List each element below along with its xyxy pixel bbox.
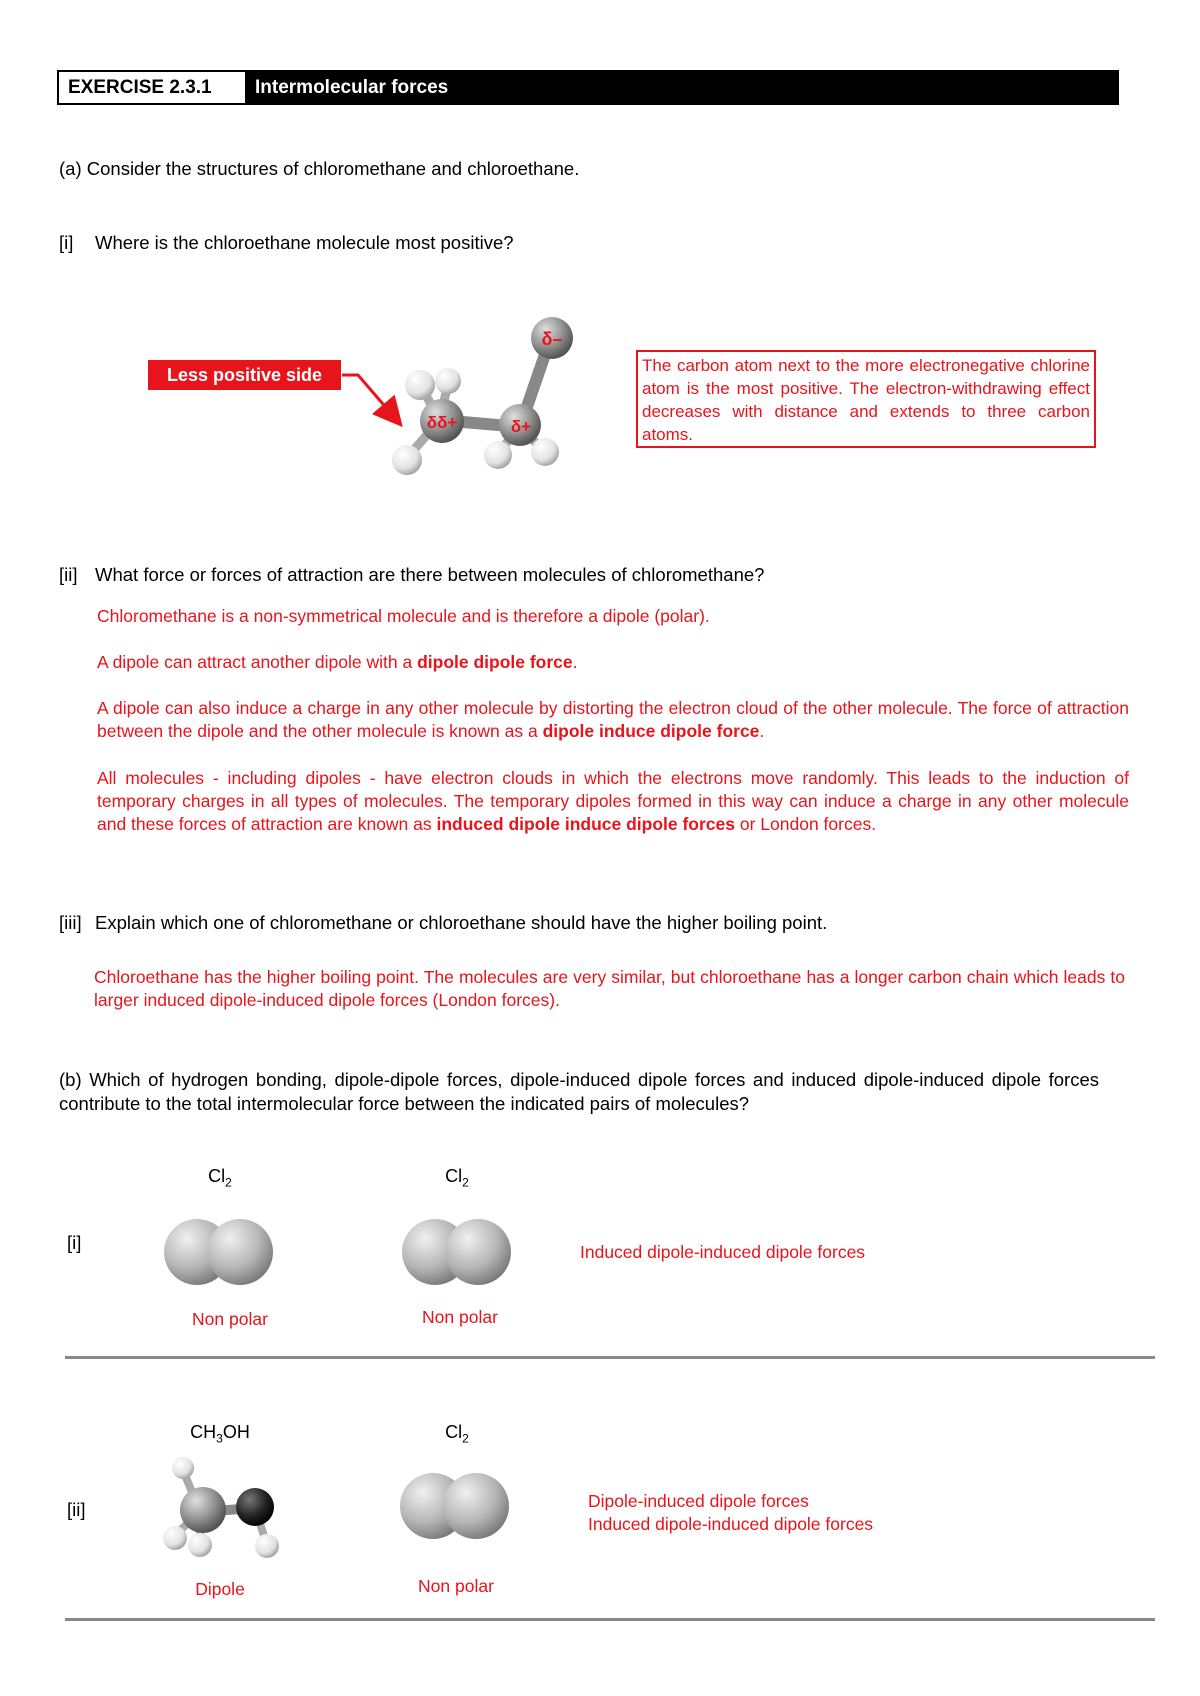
pair-i-mol2-symbol: Cl [445,1166,463,1186]
pair-ii-mol2-polarity: Non polar [418,1576,494,1596]
exercise-title: Intermolecular forces [255,77,449,98]
pair-ii-chlorine-molecule [396,1466,516,1546]
exercise-number: EXERCISE 2.3.1 [59,72,247,103]
delta-delta-plus-label: δδ+ [426,413,458,432]
pair-ii-mol1-symbol: CH [190,1422,217,1442]
pair-i-mol2-subscript: 2 [462,1175,469,1190]
question-a-iii: Explain which one of chloromethane or chloroethane should have the higher boiling point. [95,912,828,933]
pair-ii-mol2-symbol: Cl [445,1422,463,1442]
part-b-intro: (b) Which of hydrogen bonding, dipole-dipole forces, dipole-induced dipole forces and induced dipole-induced dipole forces contribute to the total intermolecular force between the indicated pairs of molecules? [59,1069,1099,1114]
exercise-header [57,70,1119,105]
delta-plus-label: δ+ [510,417,532,436]
pair-i-molecule-2-name [397,1166,517,1190]
pair-i-chlorine-molecule-1 [160,1212,280,1292]
answer-a-ii-paragraph-4 [97,767,1129,836]
methanol-molecule-diagram [155,1450,285,1560]
pair-ii-mol1-subscript: 3 [216,1431,223,1446]
answer-a-ii-p3-text: A dipole can also induce a charge in any other molecule by distorting the electron cloud of the other molecule. The force of attraction between the dipole and the other molecule is known as a [97,698,1129,741]
pair-i-answer: Induced dipole-induced dipole forces [580,1242,866,1262]
pair-i-mol1-polarity: Non polar [192,1309,268,1329]
pair-i-mol1-symbol: Cl [208,1166,226,1186]
answer-a-ii-paragraph-3 [97,697,1129,743]
pair-i-molecule-1-name [160,1166,280,1190]
pair-ii-mol2-subscript: 2 [462,1431,469,1446]
pair-ii-answer-line-2: Induced dipole-induced dipole forces [588,1514,874,1534]
pair-ii-mol1-suffix: OH [222,1422,250,1442]
answer-a-ii-p2-text: A dipole can attract another dipole with a [97,652,418,672]
answer-a-ii-p2-bold: dipole dipole force [417,652,573,672]
pair-ii-number: [ii] [67,1499,86,1520]
answer-a-ii-p4-text: All molecules - including dipoles - have electron clouds in which the electrons move randomly. This leads to the induction of temporary charges in all types of molecules. The temporary dipoles formed in this way can induce a charge in any other molecule and these forces of attraction are known as [97,768,1129,834]
question-a-ii: What force or forces of attraction are there between molecules of chloromethane? [95,564,765,585]
delta-minus-label: δ– [541,329,563,349]
answer-a-ii-p4-end: or London forces. [735,814,877,834]
pair-ii-molecule-1-name [160,1422,280,1446]
section-divider [65,1356,1155,1359]
pair-ii-mol1-polarity: Dipole [195,1579,245,1599]
answer-a-ii-paragraph-1: Chloromethane is a non-symmetrical molecule and is therefore a dipole (polar). [97,606,710,626]
bottom-divider [65,1618,1155,1621]
pair-i-chlorine-molecule-2 [398,1212,518,1292]
question-a-ii-number: [ii] [59,564,78,585]
question-a-iii-number: [iii] [59,912,82,933]
answer-a-ii-paragraph-2 [97,651,1129,674]
question-a-i-number: [i] [59,232,74,253]
pair-ii-answer-line-1: Dipole-induced dipole forces [588,1491,809,1511]
answer-a-ii-p2-end: . [572,652,578,672]
positive-carbon-explanation: The carbon atom next to the more electronegative chlorine atom is the most positive. The electron-withdrawing effect decreases with distance and extends to three carbon atoms. [636,350,1096,448]
chloroethane-molecule-diagram [330,315,600,485]
question-a-i: Where is the chloroethane molecule most positive? [95,232,514,253]
answer-a-iii: Chloroethane has the higher boiling point. The molecules are very similar, but chloroethane has a longer carbon chain which leads to larger induced dipole-induced dipole forces (London forces). [94,967,1125,1010]
pair-ii-molecule-2-name [397,1422,517,1446]
part-a-intro: (a) Consider the structures of chloromethane and chloroethane. [59,158,580,179]
answer-a-ii-p3-bold: dipole induce dipole force [542,721,760,741]
pair-i-mol1-subscript: 2 [225,1175,232,1190]
pair-i-number: [i] [67,1232,82,1253]
answer-a-ii-p4-bold: induced dipole induce dipole forces [436,814,736,834]
pair-i-mol2-polarity: Non polar [422,1307,498,1327]
answer-a-ii-p3-end: . [759,721,765,741]
less-positive-label: Less positive side [148,360,341,390]
